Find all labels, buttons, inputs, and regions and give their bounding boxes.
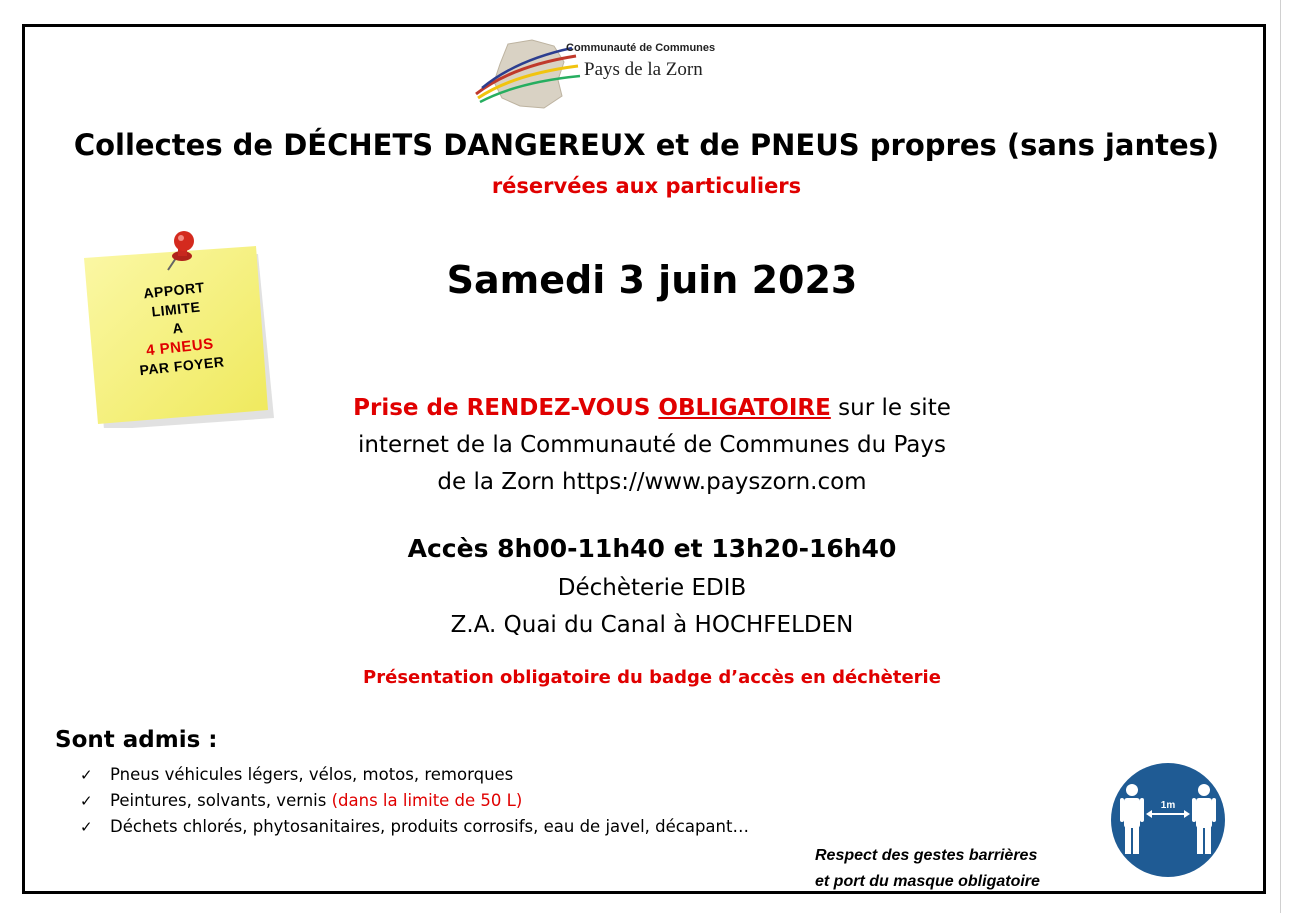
mandatory-label: OBLIGATOIRE: [658, 395, 831, 421]
respect-line-2: et port du masque obligatoire: [815, 873, 1040, 890]
list-item-text: Déchets chlorés, phytosanitaires, produits corrosifs, eau de javel, décapant…: [110, 817, 749, 836]
access-address: Z.A. Quai du Canal à HOCHFELDEN: [450, 612, 854, 638]
appointment-site-text: sur le site: [830, 395, 951, 421]
checkmark-icon: ✓: [80, 792, 93, 810]
logo: [472, 36, 740, 114]
push-pin-icon: [164, 230, 204, 274]
logo-org-line: Communauté de Communes: [566, 42, 716, 54]
access-place: Déchèterie EDIB: [557, 575, 747, 601]
social-distance-sign: [1110, 762, 1226, 878]
appointment-required-label: Prise de RENDEZ-VOUS: [353, 395, 659, 421]
note-line-pneus: 4 PNEUS: [145, 335, 215, 360]
list-item-text: Peintures, solvants, vernis: [110, 791, 332, 810]
sticky-note: [84, 238, 274, 428]
sticky-note-text: [103, 274, 252, 383]
admitted-list: [80, 762, 749, 840]
note-line-a: A: [171, 319, 185, 337]
barrier-gestures-notice: [815, 843, 1040, 895]
checkmark-icon: ✓: [80, 818, 93, 836]
appointment-line-1: [300, 390, 1004, 427]
social-distance-icon: [1110, 762, 1226, 878]
list-item: [80, 762, 749, 788]
page-subtitle: réservées aux particuliers: [491, 174, 802, 198]
page-edge-line: [1280, 0, 1281, 913]
checkmark-icon: ✓: [80, 766, 93, 784]
admitted-title: Sont admis :: [55, 727, 218, 753]
event-date: Samedi 3 juin 2023: [446, 258, 858, 302]
appointment-line-2: internet de la Communauté de Communes du Pays: [358, 432, 946, 458]
access-hours: Accès 8h00-11h40 et 13h20-16h40: [407, 534, 897, 563]
logo-name-line: Pays de la Zorn: [584, 59, 703, 80]
note-line-limite: LIMITE: [150, 298, 202, 320]
page-title: Collectes de DÉCHETS DANGEREUX et de PNEUS propres (sans jantes): [73, 128, 1220, 162]
respect-line-1: Respect des gestes barrières: [815, 847, 1038, 864]
note-line-foyer: PAR FOYER: [138, 353, 226, 379]
list-item-text: Pneus véhicules légers, vélos, motos, remorques: [110, 765, 514, 784]
badge-notice: Présentation obligatoire du badge d’accès en déchèterie: [363, 667, 941, 688]
appointment-notice: [300, 390, 1004, 501]
note-line-apport: APPORT: [142, 279, 206, 302]
list-item: [80, 814, 749, 840]
list-item-note: (dans la limite de 50 L): [331, 791, 523, 810]
appointment-line-3: de la Zorn https://www.payszorn.com: [437, 469, 867, 495]
list-item: [80, 788, 749, 814]
distance-label: 1m: [1160, 800, 1176, 811]
